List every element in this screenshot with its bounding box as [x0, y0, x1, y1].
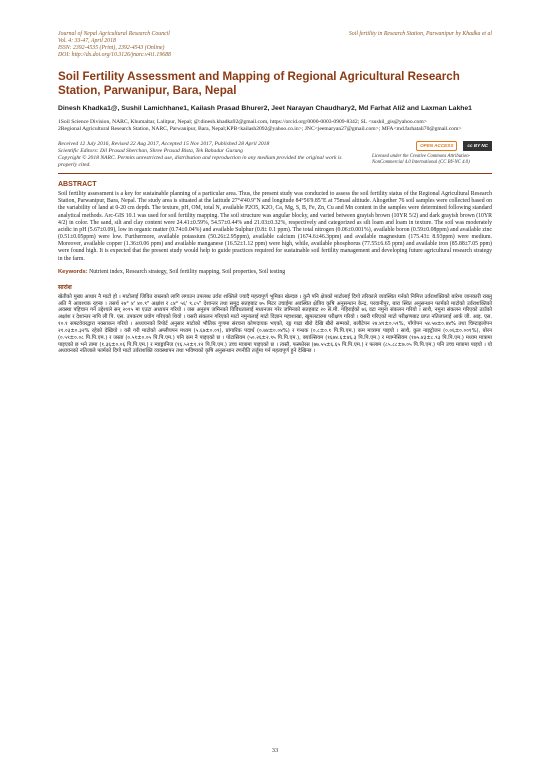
abstract-heading: ABSTRACT: [58, 181, 97, 189]
journal-info: [58, 31, 171, 59]
affiliations: [58, 119, 492, 134]
open-access-badge: OPEN ACCESS: [416, 141, 457, 151]
page-number: 33: [271, 747, 279, 754]
running-header: [58, 31, 492, 59]
cc-license-icon[interactable]: cc BY NC: [463, 141, 492, 151]
license-text: Licensed under the Creative Commons Attribution-NonCommercial 4.0 International (CC BY-NC 4.0): [372, 153, 471, 165]
section-divider: [58, 173, 492, 174]
journal-doi[interactable]: DOI: http://dx.doi.org/10.3126/jnarc.v4i1.19688: [58, 52, 171, 58]
copyright-notice: Copyright © 2018 NARC. Permits unrestricted use, distribution and reproduction in any medium provided the original work is properly cited.: [58, 155, 342, 169]
meta-text: [58, 141, 358, 170]
keywords-line: [58, 269, 492, 275]
keywords-label: Keywords:: [58, 268, 88, 275]
affiliation-2[interactable]: 2Regional Agricultural Research Station, NARC, Parwanipur, Bara, Nepal;KPB<kailash2092@yahoo.co.in>; JNC<jeetnaryan27@gmail.com>; MFA<md.farhatali70@gmail.com>: [58, 126, 462, 133]
journal-issn: ISSN: 2392-4535 (Print), 2392-4543 (Online): [58, 45, 165, 51]
journal-name: Journal of Nepal Agricultural Research Council: [58, 31, 170, 37]
paper-page: [58, 0, 492, 355]
author-list: Dinesh Khadka1@, Sushil Lamichhane1, Kailash Prasad Bhurer2, Jeet Narayan Chaudhary2, Md Farhat Ali2 and Laxman Lakhe1: [58, 105, 472, 112]
journal-volume: Vol. 4: 33-47, April 2018: [58, 38, 116, 44]
license-block: [372, 141, 492, 170]
scientific-editors: Scientific Editors: Dil Prasad Sherchan, Shree Prasad Bista, Tek Bahadur Gurung: [58, 147, 243, 154]
article-dates: Received 12 July 2016, Revised 22 Aug 2017, Accepted 15 Nov 2017, Published 28 April 2018: [58, 140, 270, 147]
nepali-abstract-body: खेतीको मुख्य आधार नै माटो हो । माटोलाई जिवित राख्नको लागि लगाउन उपलब्ध उर्वरा शक्तिले ज्यादै महत्वपूर्ण भूमिका खेल्दछ । कुनै पनि क्षेत्रको माटोलाई दिगो तरिकाले व्यवस्थित गर्नको निमित्त उर्वराशक्तिको बारेमा जानकारी राख्नु अति नै आवश्यक रहन्छ । तसर्थ २७° ४' ४०.९" अक्षांश र ८४° ५६' ९.८५" देशान्तर तथा समुद्र सतहबाट ७५ मिटर उचाईमा अवस्थित क्षेत्रिय कृषि अनुसन्धान केन्द्र, परवानीपुर, बारा स्थित अनुसन्धान फार्मको माटोको उर्वराशक्तिको अवस्था पहिचान गर्ने उद्देश्यले सन् २०१५ मा एउटा अध्ययन गरियो । जस अनुरुप जमिनको विविधतालाई मध्यनजर गरेर जमिनको सतहबाट २० से.मी. गहिराईको ७६ वटा नमुना संकलन गरियो । साथै, नमुना संकलन गरिएको ठाउँको अक्षांश र देशान्तर नापि ली पि. एस. उपकरण प्रयोग गरिएको थियो । यसरी संकलन गरिएको माटो नमुनालाई माटो विज्ञान महाशाखा, खुमलटारमा परीक्षण गरियो । यसरी गरिएको माटो परीक्षणबाट प्राप्त नतिजालाई आर्क जी. आइ. एस. १०.१ सफ्टवेयरद्वारा नक्साकन गरियो । अध्ययनको रिपोर्ट अनुसार माटोको भौतिक गुणमा संरचना कोणदायक भएको, रङ्ग गाढा खैरो देखि खैरो सम्मको, बलौटेपन २४.४१±०.५९%, पाँगोपन ५४.५७±०.४४% तथा चिम्टाइलोपन २१.०३±०.३२% रहेको देखियो । यसै गरी माटोको अम्लीयपन मध्यम (५.६७±०.०९), प्रांगारिक पदार्थ (०.७४±०.०४%) र गन्धक (०.८±०.१ पि.पि.एम.) कम मात्रामा पाइयो । साथै, कुल नाइट्रोजन (०.०६±०.००१%), बोरन (०.५९±०.०८ पि.पि.एम.) र जस्ता (०.५१±०.०५ पि.पि.एम.) पनि कम नै पाइएको छ । पोटासियम (५०.२६±२.९५ पि.पि.एम.), क्याल्सियम (१६७४.६±४६.३ पि.पि.एम.) र म्याग्नेसियम (१७५.४३±८.९३ पि.पि.एम.) मध्यम मात्रामा पाइएको छ भने तामा (१.३६±०.०६ पि.पि.एम.) र म्याङ्गानिज (१६.५२±१.१२ पि.पि.एम.) उच्च मात्रामा पाइएको छ । त्यस्तै, फस्फोरस (७७.५५±६.६५ पि.पि.एम.) र फलाम (८५.८८±७.०५ पि.पि.एम.) पनि उच्च मात्रामा पाइयो । यो अध्ययनको नतिजाले फार्मको दिगो माटो उर्वराशक्ति व्यवस्थापन तथा भविष्यको कृषि अनुसन्धान रणनीति तर्जुमा गर्न महत्वपूर्ण हुने देखिन्छ ।: [58, 293, 492, 355]
publication-meta: [58, 141, 492, 170]
nepali-abstract-heading: सारांश: [58, 283, 72, 291]
paper-title: Soil Fertility Assessment and Mapping of Regional Agricultural Research Station, Parwanipur, Bara, Nepal: [58, 70, 460, 97]
abstract-body: Soil fertility assessment is a key for sustainable planning of a particular area. Thus, the present study was conducted to assess the soil fertility status of the Regional Agricultural Research Station, Parwanipur, Bara, Nepal. The study area is situated at the latitude 27°4'40.9"N and longitude 84°56'9.85"E at 75masl altitude. Altogether 76 soil samples were collected based on the variability of land at 0-20 cm depth. The texture, pH, OM, total N, available P2O5, K2O, Ca, Mg, S, B, Fe, Zn, Cu and Mn content in the samples were determined following standard analytical methods. Arc-GIS 10.1 was used for soil fertility mapping. The soil structure was angular blocky, and varied between grayish brown (10YR 5/2) and dark grayish brown (10YR 4/2) in color. The sand, silt and clay content were 24.41±0.59%, 54.57±0.44% and 21.03±0.32%, respectively and categorized as silt loam and loam in texture. The soil was moderately acidic in pH (5.67±0.09), low in organic matter (0.74±0.04%) and available Sulphur (0.8± 0.1 ppm). The total nitrogen (0.06±0.001%), available boron (0.59±0.08ppm) and available zinc (0.51±0.05ppm) were low. Furthermore, available potassium (50.26±2.95ppm), available calcium (1674.6±46.3ppm) and available magnesium (175.43± 8.93ppm) were medium. Moreover, available copper (1.36±0.06 ppm) and available manganese (16.52±1.12 ppm) were high, while, available phosphorus (77.55±6.65 ppm) and available iron (85.88±7.05 ppm) were found high. It is expected that the present study would help to guide practices required for sustainable soil fertility management and developing future agricultural research strategy in the farm.: [58, 191, 492, 262]
running-title: Soil fertility in Research Station, Parwanipur by Khadka et al: [348, 31, 492, 37]
keywords-text: Nutrient index, Research strategy, Soil fertility mapping, Soil properties, Soil testing: [89, 268, 286, 275]
affiliation-1[interactable]: 1Soil Science Division, NARC, Khumaltar, Lalitpur, Nepal; @:dinesh.khadka92@gmail.com, https://orcid.org/0000-0003-0909-8342; SL <sushil_gis@yahoo.com>: [58, 119, 427, 125]
